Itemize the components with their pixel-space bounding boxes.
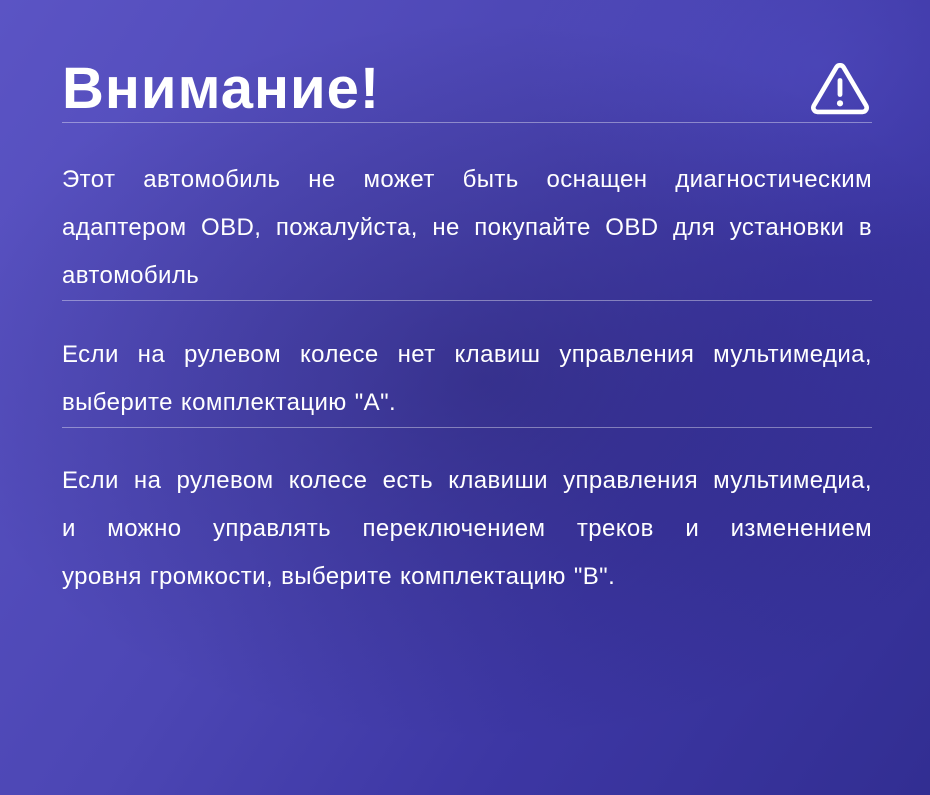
divider xyxy=(62,427,872,428)
divider xyxy=(62,300,872,301)
divider xyxy=(62,122,872,123)
paragraph-line: автомобиль xyxy=(62,262,200,289)
paragraph-line: Если на рулевом колесе есть клавиши управления мультимедиа, xyxy=(62,467,872,494)
paragraph-line: уровня громкости, выберите комплектацию "B". xyxy=(62,563,616,590)
paragraph-line: и можно управлять переключением треков и изменением xyxy=(62,515,872,542)
paragraph-trim-b xyxy=(62,457,872,601)
paragraph-line: Этот автомобиль не может быть оснащен диагностическим xyxy=(62,166,872,193)
warning-triangle-icon xyxy=(810,63,870,116)
paragraph-line: выберите комплектацию "A". xyxy=(62,389,397,416)
header xyxy=(62,56,872,122)
paragraph-trim-a xyxy=(62,331,872,427)
page-title: Внимание! xyxy=(62,56,381,121)
paragraph-obd-warning xyxy=(62,156,872,300)
paragraph-line: адаптером OBD, пожалуйста, не покупайте OBD для установки в xyxy=(62,214,872,241)
paragraph-line: Если на рулевом колесе нет клавиш управления мультимедиа, xyxy=(62,341,872,368)
